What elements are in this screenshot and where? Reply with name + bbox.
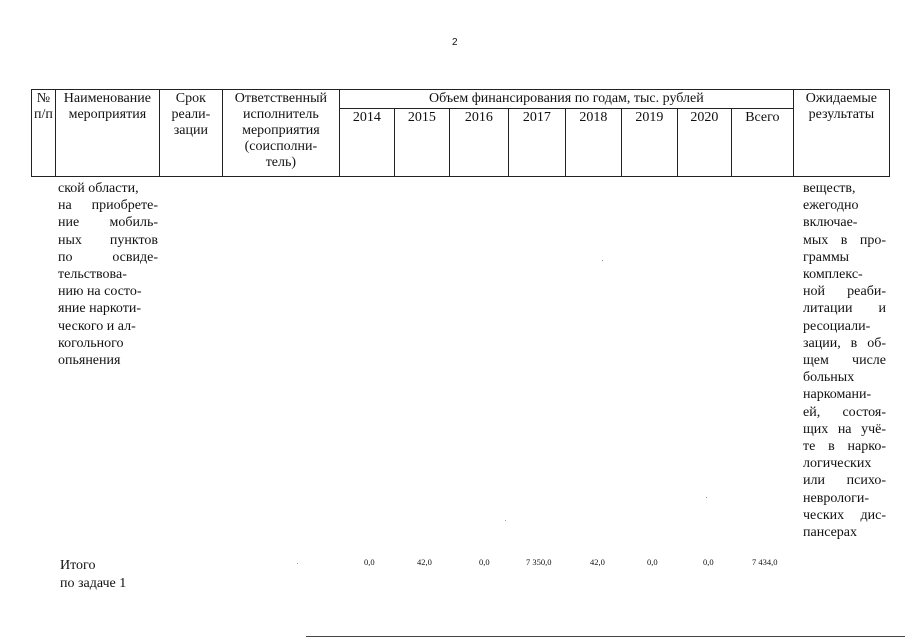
total-2017: 7 350,0	[526, 557, 552, 567]
scan-speck	[602, 260, 603, 261]
total-sum: 7 434,0	[752, 557, 778, 567]
scan-speck	[706, 497, 707, 498]
header-table	[31, 89, 890, 177]
total-2016: 0,0	[479, 557, 490, 567]
year-2019: 2019	[621, 109, 677, 177]
total-2014: 0,0	[364, 557, 375, 567]
header-num: № п/п	[32, 90, 56, 177]
bottom-rule	[306, 636, 905, 637]
header-name: Наименование мероприятия	[55, 90, 159, 177]
header-results: Ожидаемые результаты	[793, 90, 889, 177]
year-2016: 2016	[449, 109, 508, 177]
year-2018: 2018	[565, 109, 621, 177]
year-2014: 2014	[339, 109, 394, 177]
page-number: 2	[452, 37, 458, 48]
year-2020: 2020	[677, 109, 731, 177]
year-2015: 2015	[394, 109, 449, 177]
total-2015: 42,0	[417, 557, 432, 567]
scan-speck	[505, 520, 506, 521]
year-2017: 2017	[508, 109, 565, 177]
expected-results-text: веществ, ежегодно включае- мых в про- граммы комплекс- ной реаби- литации и ресоциали- зации, в об- щем числе больных наркомани- ей, состоя- щих на учё- те в нарко- логических или психо- неврологи- ческих дис- пансерах	[803, 181, 886, 541]
header-term: Срок реали- зации	[159, 90, 222, 177]
total-2019: 0,0	[647, 557, 658, 567]
scan-speck	[297, 563, 298, 564]
totals-label: Итого по задаче 1	[60, 558, 127, 591]
total-2018: 42,0	[590, 557, 605, 567]
total-2020: 0,0	[703, 557, 714, 567]
activity-name-text: ской области, на приобрете- ние мобиль- ных пунктов по освиде- тельствова- нию на состо- яние наркоти- ческого и ал- когольного опьянения	[58, 181, 158, 369]
header-funding: Объем финансирования по годам, тыс. рублей	[339, 90, 793, 109]
year-total: Всего	[731, 109, 793, 177]
header-executor: Ответственный исполнитель мероприятия (соисполни- тель)	[222, 90, 339, 177]
